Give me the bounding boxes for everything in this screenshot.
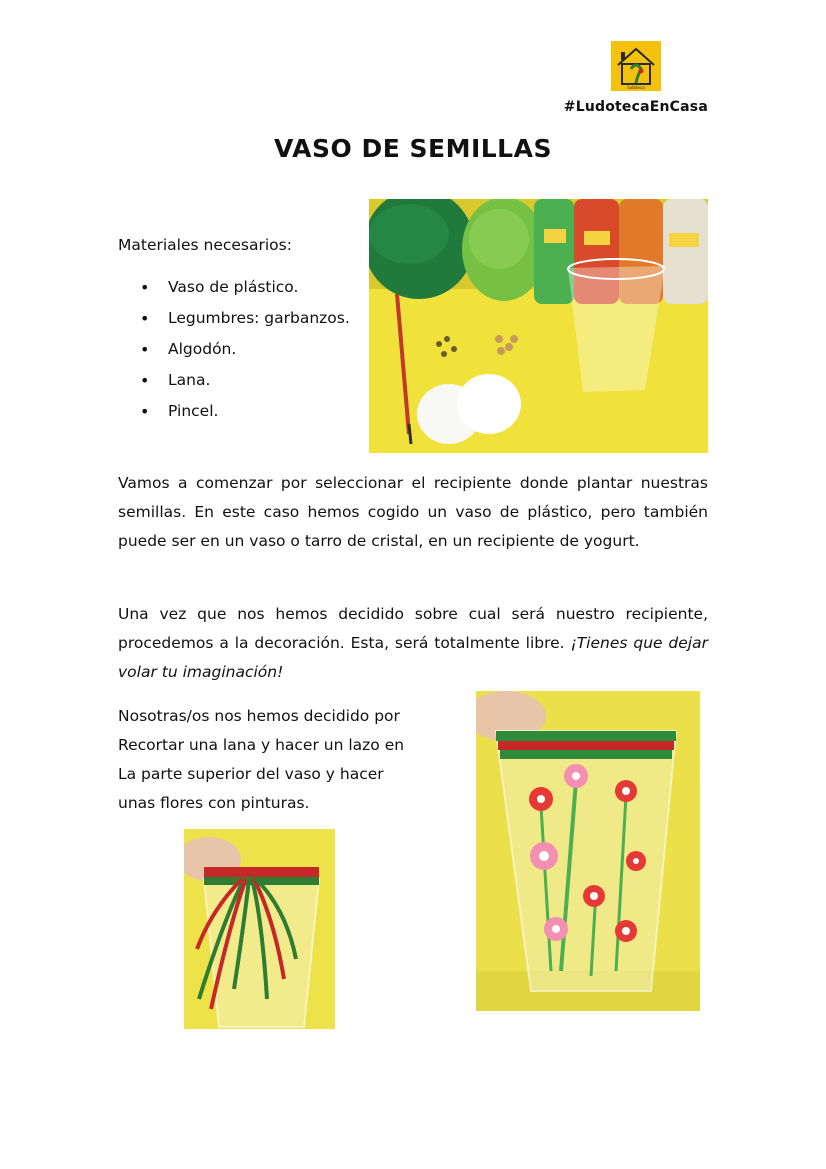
list-item: • Pincel. (118, 396, 350, 427)
materials-label: Materiales necesarios: (118, 236, 292, 254)
ludoteca-house-logo-icon (611, 41, 661, 91)
decision-line: La parte superior del vaso y hacer (118, 765, 384, 783)
list-item: • Legumbres: garbanzos. (118, 303, 350, 334)
page-title: VASO DE SEMILLAS (274, 134, 552, 163)
materials-photo (369, 199, 708, 453)
list-item: • Vaso de plástico. (118, 272, 350, 303)
intro-paragraph: Vamos a comenzar por seleccionar el recipiente donde plantar nuestras semillas. En este caso hemos cogido un vaso de plástico, pero también puede ser en un vaso o tarro de cristal, en un recipiente de yogurt. (118, 474, 708, 550)
ludoteca-logo (611, 41, 661, 91)
decision-line: Nosotras/os nos hemos decidido por (118, 707, 400, 725)
decision-line: unas flores con pinturas. (118, 794, 310, 812)
hashtag-label: #LudotecaEnCasa (563, 99, 708, 115)
decorated-cup-photo (476, 691, 700, 1011)
list-item: • Lana. (118, 365, 350, 396)
decoration-emphasis: ¡Tienes que dejar volar tu imaginación! (118, 634, 708, 681)
decoration-text: Una vez que nos hemos decidido sobre cual será nuestro recipiente, procedemos a la decoración. Esta, será totalmente libre. (118, 605, 708, 652)
list-item: • Algodón. (118, 334, 350, 365)
decision-paragraph (118, 702, 458, 818)
decision-line: Recortar una lana y hacer un lazo en (118, 736, 405, 754)
materials-list (118, 272, 350, 427)
logo-text: ludoteca (627, 85, 645, 90)
wool-cup-photo (184, 829, 335, 1029)
decoration-paragraph (118, 600, 708, 687)
